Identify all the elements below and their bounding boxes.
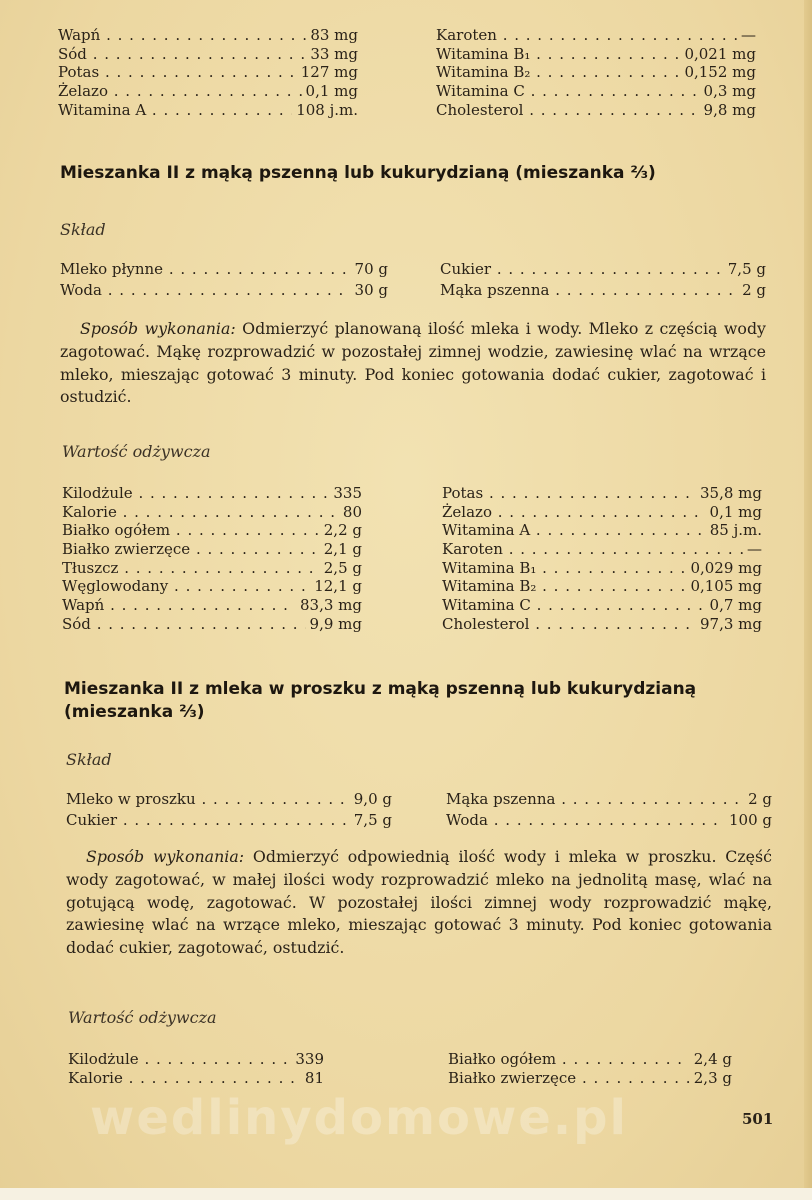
nutrition-row: Witamina A . . . 108 j.m. [58, 101, 358, 120]
method-text: Odmierzyć planowaną ilość mleka i wody. Mleko z częścią wody zagotować. Mąkę rozprowadzić w pozostałej zimnej wodzie, zawiesinę wlać na wrzące mleko, mieszając gotować 3 minuty. Pod koniec gotowania dodać cukier, zagotować i ostudzić. [60, 319, 766, 407]
ingredient-row: Woda . . . 30 g [60, 280, 388, 301]
section1-composition-left [60, 259, 388, 301]
nutrition-row: Kilodżule . . . 339 [68, 1050, 324, 1069]
section2-nutrition-right [448, 1050, 732, 1087]
nutrition-row: Węglowodany . . . 12,1 g [62, 577, 362, 596]
nutrition-row: Witamina A . . . 85 j.m. [442, 521, 762, 540]
nutrition-row: Witamina B₁ . . . 0,029 mg [442, 559, 762, 578]
top-nutrition-left [58, 26, 358, 119]
nutrition-row: Kalorie . . . 81 [68, 1069, 324, 1088]
nutrition-row: Sód . . . 33 mg [58, 45, 358, 64]
nutrition-row: Żelazo . . . 0,1 mg [58, 82, 358, 101]
nutrition-row: Kalorie . . . 80 [62, 503, 362, 522]
nutrition-row: Wapń . . . 83,3 mg [62, 596, 362, 615]
nutrition-row: Białko ogółem . . . 2,2 g [62, 521, 362, 540]
section2-heading [64, 678, 764, 724]
ingredient-row: Mleko płynne . . . 70 g [60, 259, 388, 280]
section2-composition-right [446, 789, 772, 831]
section1-nutrition-right [442, 484, 762, 634]
nutrition-row: Witamina B₁ . . . 0,021 mg [436, 45, 756, 64]
nutrition-row: Sód . . . 9,9 mg [62, 615, 362, 634]
nutrition-row: Potas . . . 35,8 mg [442, 484, 762, 503]
ingredient-row: Mąka pszenna . . . 2 g [446, 789, 772, 810]
nutrition-row: Białko ogółem . . . 2,4 g [448, 1050, 732, 1069]
method-label: Sposób wykonania: [86, 847, 245, 866]
section2-nutrition-left [68, 1050, 324, 1087]
section2-heading-line2: (mieszanka ⅔) [64, 702, 205, 722]
ingredient-row: Woda . . . 100 g [446, 810, 772, 831]
ingredient-row: Cukier . . . 7,5 g [440, 259, 766, 280]
section2-nutrition-title: Wartość odżywcza [68, 1008, 217, 1027]
page-right-edge [804, 0, 812, 1200]
ingredient-row: Cukier . . . 7,5 g [66, 810, 392, 831]
section1-nutrition-left [62, 484, 362, 634]
nutrition-row: Karoten . . . — [436, 26, 756, 45]
nutrition-row: Żelazo . . . 0,1 mg [442, 503, 762, 522]
nutrition-row: Karoten . . . — [442, 540, 762, 559]
section2-method [66, 846, 772, 960]
section1-composition-title: Skład [60, 220, 106, 239]
page-number: 501 [742, 1110, 774, 1128]
nutrition-row: Potas . . . 127 mg [58, 63, 358, 82]
nutrition-row: Witamina B₂ . . . 0,152 mg [436, 63, 756, 82]
method-text: Odmierzyć odpowiednią ilość wody i mleka w proszku. Część wody zagotować, w małej ilości wody rozprowadzić mleko na jednolitą masę, wlać na gotującą wodę, zagotować. W pozostałej ilości zimnej wody rozprowadzić mąkę, zawiesinę wlać na wrzące mleko, mieszając gotować 3 minuty. Pod koniec gotowania dodać cukier, zagotować, ostudzić. [66, 847, 772, 958]
watermark: wedlinydomowe.pl [90, 1090, 628, 1146]
nutrition-row: Cholesterol . . . 9,8 mg [436, 101, 756, 120]
nutrition-row: Wapń . . . 83 mg [58, 26, 358, 45]
section1-nutrition-title: Wartość odżywcza [62, 442, 211, 461]
section1-method [60, 318, 766, 409]
nutrition-row: Białko zwierzęce . . . 2,1 g [62, 540, 362, 559]
section1-heading: Mieszanka II z mąką pszenną lub kukurydzianą (mieszanka ⅔) [60, 163, 656, 183]
nutrition-row: Cholesterol . . . 97,3 mg [442, 615, 762, 634]
section1-composition-right [440, 259, 766, 301]
nutrition-row: Witamina C . . . 0,7 mg [442, 596, 762, 615]
section2-composition-title: Skład [66, 750, 112, 769]
method-label: Sposób wykonania: [80, 319, 236, 338]
section2-heading-line1: Mieszanka II z mleka w proszku z mąką pszenną lub kukurydzianą [64, 679, 697, 699]
nutrition-row: Kilodżule . . . 335 [62, 484, 362, 503]
nutrition-row: Witamina B₂ . . . 0,105 mg [442, 577, 762, 596]
nutrition-row: Witamina C . . . 0,3 mg [436, 82, 756, 101]
top-nutrition-right [436, 26, 756, 119]
ingredient-row: Mąka pszenna . . . 2 g [440, 280, 766, 301]
ingredient-row: Mleko w proszku . . . 9,0 g [66, 789, 392, 810]
nutrition-row: Tłuszcz . . . 2,5 g [62, 559, 362, 578]
page-bottom-edge [0, 1188, 812, 1200]
nutrition-row: Białko zwierzęce . . . 2,3 g [448, 1069, 732, 1088]
section2-composition-left [66, 789, 392, 831]
